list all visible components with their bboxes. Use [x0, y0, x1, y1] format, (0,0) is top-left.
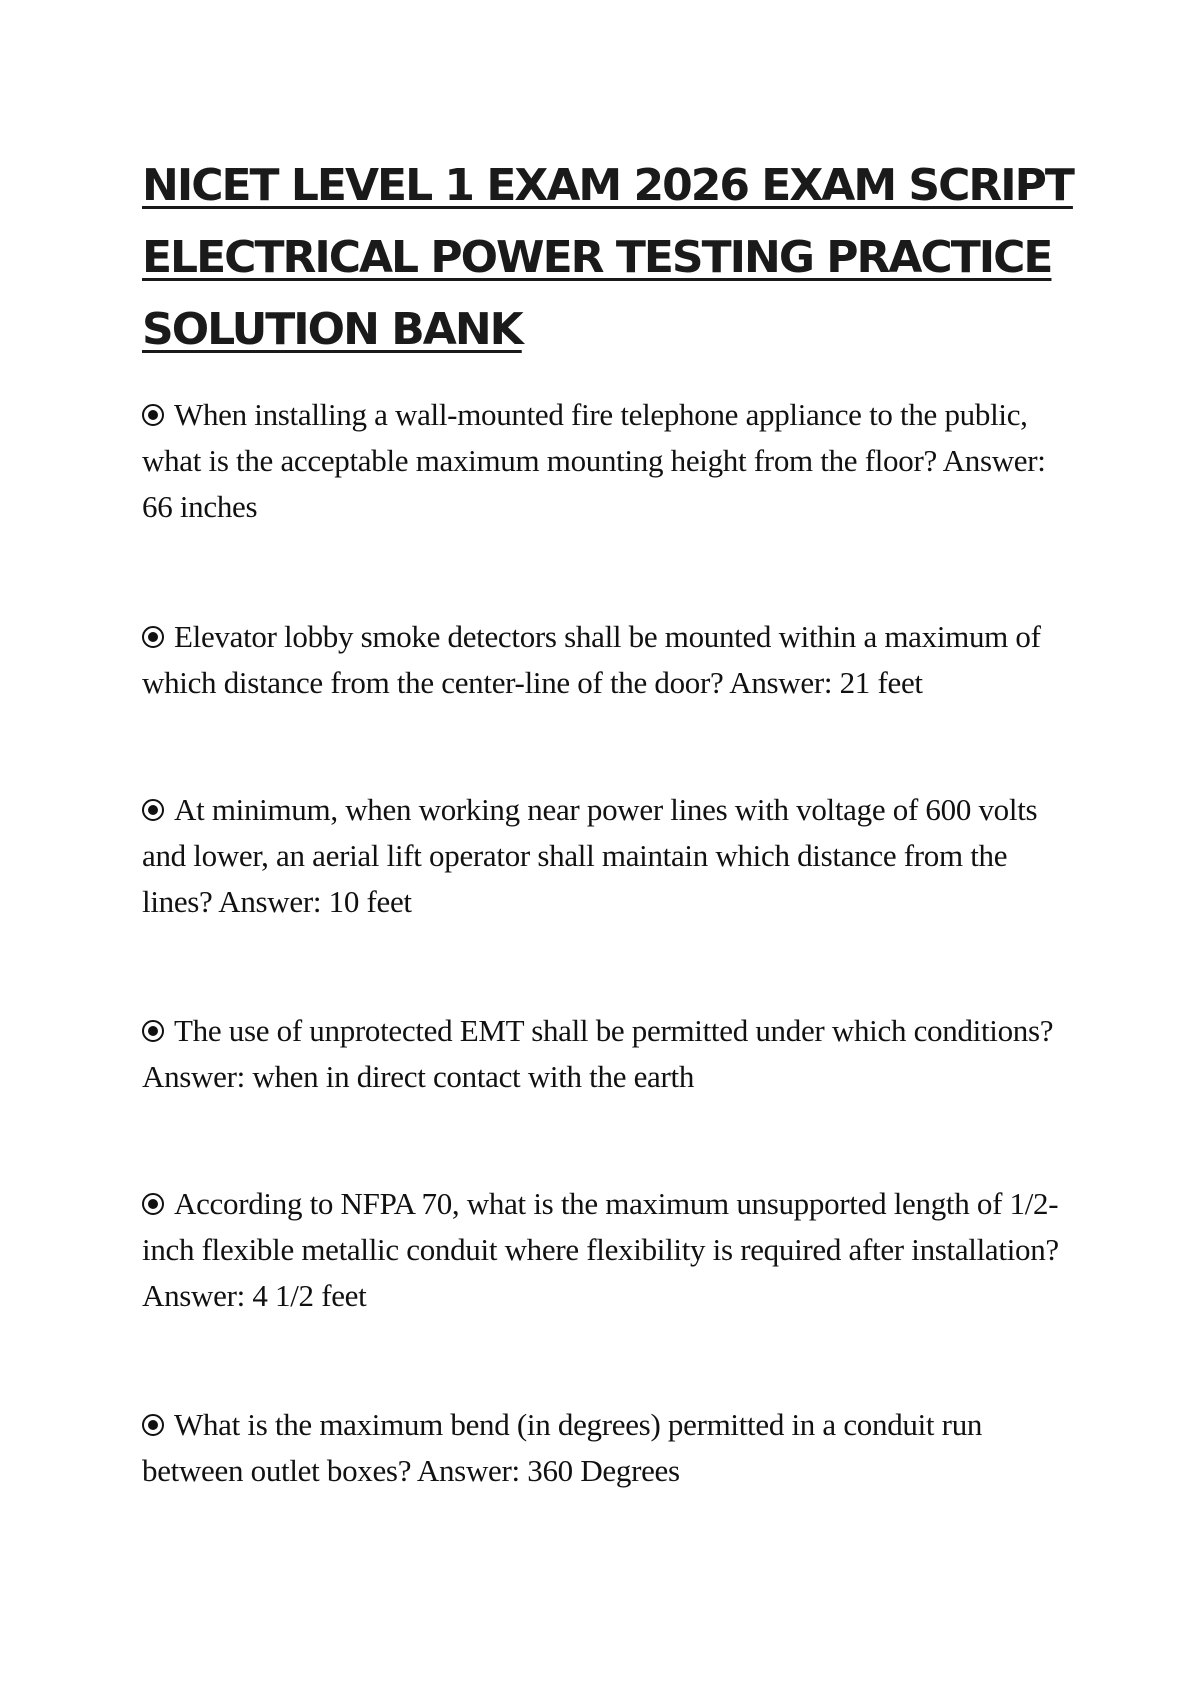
qa-text: When installing a wall-mounted fire telephone appliance to the public, what is the acceptable maximum mounting height from the floor? Answer: 66 inches [142, 397, 1046, 524]
qa-item [142, 1008, 1082, 1100]
title-line: SOLUTION BANK [142, 304, 522, 355]
title-line: NICET LEVEL 1 EXAM 2026 EXAM SCRIPT [142, 160, 1073, 211]
qa-item [142, 614, 1082, 706]
radio-bullet-icon [142, 799, 164, 821]
radio-bullet-icon [142, 626, 164, 648]
qa-item [142, 392, 1082, 530]
qa-item [142, 1402, 1082, 1494]
title-line: ELECTRICAL POWER TESTING PRACTICE [142, 232, 1052, 283]
qa-text: The use of unprotected EMT shall be permitted under which conditions? Answer: when in direct contact with the earth [142, 1013, 1054, 1094]
qa-text: According to NFPA 70, what is the maximum unsupported length of 1/2-inch flexible metallic conduit where flexibility is required after installation? Answer: 4 1/2 feet [142, 1186, 1059, 1313]
qa-text: At minimum, when working near power lines with voltage of 600 volts and lower, an aerial lift operator shall maintain which distance from the lines? Answer: 10 feet [142, 792, 1038, 919]
qa-text: Elevator lobby smoke detectors shall be mounted within a maximum of which distance from the center-line of the door? Answer: 21 feet [142, 619, 1041, 700]
radio-bullet-icon [142, 1193, 164, 1215]
qa-text: What is the maximum bend (in degrees) permitted in a conduit run between outlet boxes? Answer: 360 Degrees [142, 1407, 983, 1488]
qa-item [142, 787, 1082, 925]
qa-item [142, 1181, 1082, 1319]
document-title [142, 150, 1102, 366]
radio-bullet-icon [142, 1414, 164, 1436]
radio-bullet-icon [142, 1020, 164, 1042]
radio-bullet-icon [142, 404, 164, 426]
